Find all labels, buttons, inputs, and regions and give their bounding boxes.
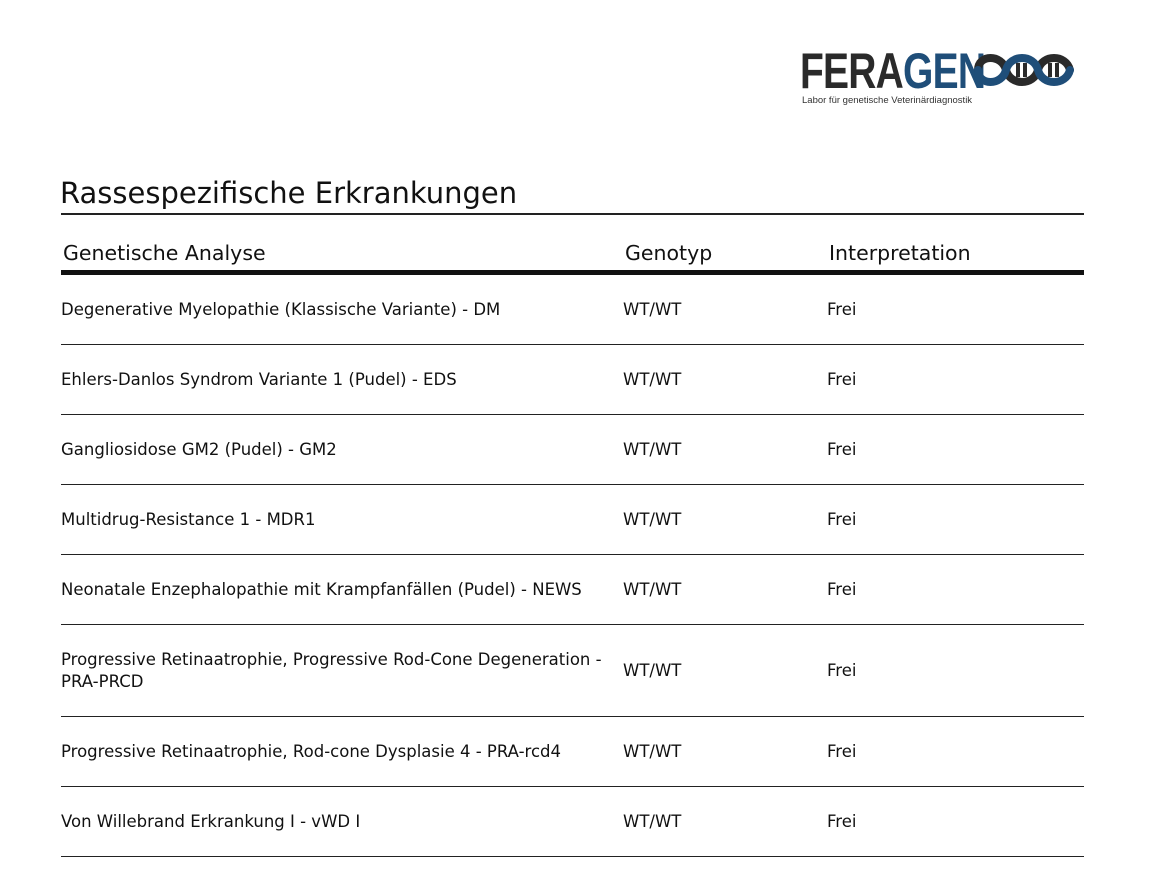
cell-interpretation: Frei	[827, 485, 1084, 555]
logo-wordmark	[800, 44, 985, 98]
section-title: Rassespezifische Erkrankungen	[60, 176, 518, 210]
cell-genotype: WT/WT	[623, 485, 827, 555]
table-row	[61, 787, 1084, 857]
analysis-text: Gangliosidose GM2 (Pudel) - GM2	[61, 439, 337, 459]
cell-analysis	[61, 717, 623, 787]
analysis-text: Multidrug-Resistance 1 - MDR1	[61, 509, 316, 529]
cell-analysis	[61, 787, 623, 857]
cell-genotype: WT/WT	[623, 415, 827, 485]
table-row	[61, 485, 1084, 555]
logo-tagline: Labor für genetische Veterinärdiagnostik	[802, 95, 973, 106]
cell-analysis	[61, 485, 623, 555]
analysis-text: Neonatale Enzephalopathie mit Krampfanfällen (Pudel) - NEWS	[61, 579, 582, 599]
header-genotype: Genotyp	[623, 238, 827, 273]
analysis-text: Progressive Retinaatrophie, Progressive Rod-Cone Degeneration - PRA-PRCD	[61, 649, 602, 691]
dna-helix-icon	[972, 46, 1076, 94]
cell-analysis	[61, 555, 623, 625]
table-header-row	[61, 238, 1084, 273]
cell-interpretation: Frei	[827, 555, 1084, 625]
cell-genotype: WT/WT	[623, 555, 827, 625]
table-row	[61, 273, 1084, 345]
logo-word-blue: GEN	[903, 43, 986, 99]
cell-interpretation: Frei	[827, 787, 1084, 857]
cell-genotype: WT/WT	[623, 787, 827, 857]
header-analysis: Genetische Analyse	[61, 238, 623, 273]
analysis-text: Ehlers-Danlos Syndrom Variante 1 (Pudel) - EDS	[61, 369, 457, 389]
table-row	[61, 415, 1084, 485]
cell-genotype: WT/WT	[623, 273, 827, 345]
analysis-text: Von Willebrand Erkrankung I - vWD I	[61, 811, 361, 831]
table-row	[61, 625, 1084, 717]
title-divider	[61, 213, 1084, 215]
cell-analysis	[61, 345, 623, 415]
cell-interpretation: Frei	[827, 415, 1084, 485]
logo-word-dark: FERA	[800, 43, 904, 99]
feragen-logo	[800, 42, 1080, 112]
results-table	[61, 238, 1084, 857]
cell-genotype: WT/WT	[623, 717, 827, 787]
table-row	[61, 555, 1084, 625]
analysis-text: Progressive Retinaatrophie, Rod-cone Dysplasie 4 - PRA-rcd4	[61, 741, 562, 761]
cell-genotype: WT/WT	[623, 625, 827, 717]
table-row	[61, 345, 1084, 415]
cell-interpretation: Frei	[827, 717, 1084, 787]
cell-analysis	[61, 273, 623, 345]
cell-interpretation: Frei	[827, 273, 1084, 345]
cell-interpretation: Frei	[827, 625, 1084, 717]
table-row	[61, 717, 1084, 787]
cell-analysis	[61, 625, 623, 717]
cell-interpretation: Frei	[827, 345, 1084, 415]
header-interpretation: Interpretation	[827, 238, 1084, 273]
cell-analysis	[61, 415, 623, 485]
cell-genotype: WT/WT	[623, 345, 827, 415]
analysis-text: Degenerative Myelopathie (Klassische Variante) - DM	[61, 299, 501, 319]
